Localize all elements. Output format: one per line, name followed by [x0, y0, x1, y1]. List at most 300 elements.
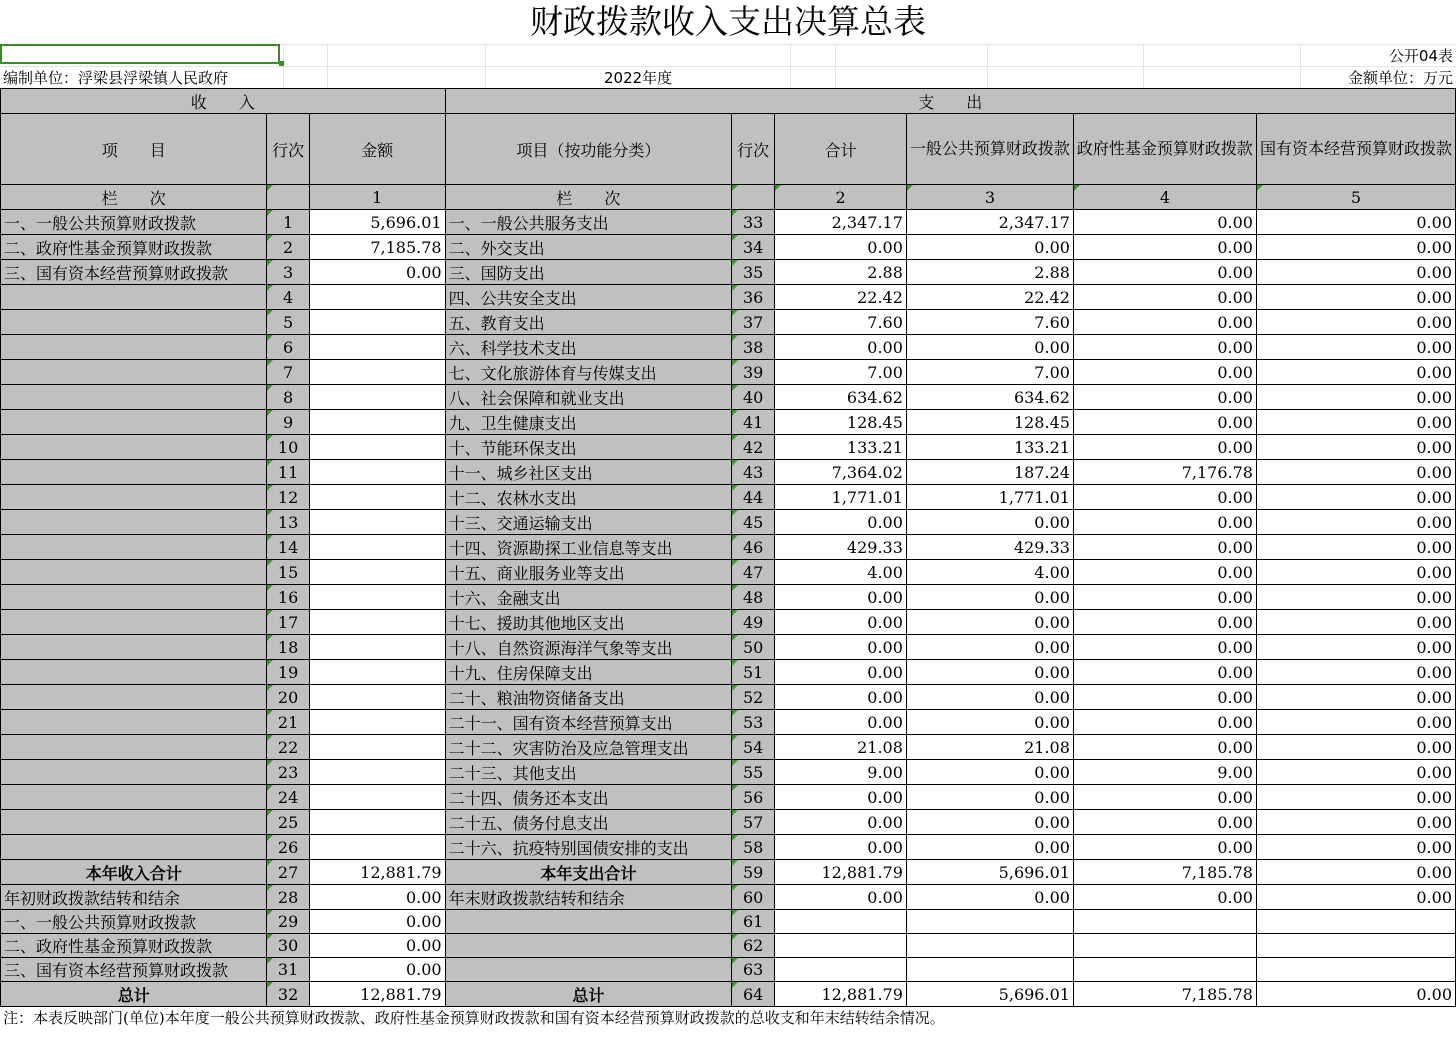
income-amount-cell[interactable]: 0.00: [309, 260, 445, 285]
general-amount-cell[interactable]: 0.00: [906, 885, 1073, 910]
amount-header[interactable]: 金额: [309, 114, 445, 185]
income-item-cell[interactable]: [1, 635, 267, 660]
income-item-cell[interactable]: [1, 510, 267, 535]
expense-item-cell[interactable]: 十六、金融支出: [445, 585, 732, 610]
state-capital-amount-cell[interactable]: 0.00: [1256, 485, 1455, 510]
income-row-no-cell[interactable]: 12: [267, 485, 309, 510]
ex-row-no-header[interactable]: 行次: [732, 114, 775, 185]
expense-row-no-cell[interactable]: 38: [732, 335, 775, 360]
income-row-no-cell[interactable]: 28: [267, 885, 309, 910]
general-amount-cell[interactable]: [906, 958, 1073, 982]
expense-row-no-cell[interactable]: 51: [732, 660, 775, 685]
total-amount-cell[interactable]: 0.00: [775, 585, 907, 610]
expense-item-cell[interactable]: 十四、资源勘探工业信息等支出: [445, 535, 732, 560]
general-amount-cell[interactable]: 1,771.01: [906, 485, 1073, 510]
expense-row-no-cell[interactable]: 36: [732, 285, 775, 310]
total-amount-cell[interactable]: 7.00: [775, 360, 907, 385]
total-amount-cell[interactable]: 128.45: [775, 410, 907, 435]
expense-item-cell[interactable]: [445, 934, 732, 958]
gov-fund-amount-cell[interactable]: 0.00: [1073, 360, 1256, 385]
general-header[interactable]: 一般公共预算财政拨款: [906, 114, 1073, 185]
state-capital-amount-cell[interactable]: [1256, 910, 1455, 934]
column-label-empty[interactable]: [732, 185, 775, 210]
income-item-cell[interactable]: [1, 460, 267, 485]
expense-item-cell[interactable]: 二十三、其他支出: [445, 760, 732, 785]
income-row-no-cell[interactable]: 22: [267, 735, 309, 760]
income-amount-cell[interactable]: [309, 560, 445, 585]
state-capital-amount-cell[interactable]: 0.00: [1256, 410, 1455, 435]
income-amount-cell[interactable]: [309, 460, 445, 485]
income-item-cell[interactable]: [1, 435, 267, 460]
expense-row-no-cell[interactable]: 42: [732, 435, 775, 460]
expense-row-no-cell[interactable]: 52: [732, 685, 775, 710]
expense-row-no-cell[interactable]: 48: [732, 585, 775, 610]
gov-fund-amount-cell[interactable]: 7,185.78: [1073, 860, 1256, 885]
income-row-no-cell[interactable]: 9: [267, 410, 309, 435]
expense-item-cell[interactable]: 十一、城乡社区支出: [445, 460, 732, 485]
state-capital-amount-cell[interactable]: 0.00: [1256, 710, 1455, 735]
expense-item-cell[interactable]: 二、外交支出: [445, 235, 732, 260]
state-capital-amount-cell[interactable]: 0.00: [1256, 735, 1455, 760]
expense-row-no-cell[interactable]: 35: [732, 260, 775, 285]
gov-fund-amount-cell[interactable]: 9.00: [1073, 760, 1256, 785]
gov-fund-amount-cell[interactable]: 0.00: [1073, 885, 1256, 910]
income-amount-cell[interactable]: [309, 785, 445, 810]
general-amount-cell[interactable]: 2.88: [906, 260, 1073, 285]
total-amount-cell[interactable]: 429.33: [775, 535, 907, 560]
general-amount-cell[interactable]: 0.00: [906, 335, 1073, 360]
expense-row-no-cell[interactable]: 40: [732, 385, 775, 410]
total-amount-cell[interactable]: 0.00: [775, 710, 907, 735]
general-amount-cell[interactable]: 7.60: [906, 310, 1073, 335]
income-amount-cell[interactable]: [309, 835, 445, 860]
general-amount-cell[interactable]: 128.45: [906, 410, 1073, 435]
expense-row-no-cell[interactable]: 39: [732, 360, 775, 385]
expense-item-cell[interactable]: 二十五、债务付息支出: [445, 810, 732, 835]
income-item-cell[interactable]: 三、国有资本经营预算财政拨款: [1, 260, 267, 285]
general-amount-cell[interactable]: 0.00: [906, 610, 1073, 635]
expense-item-cell[interactable]: 年末财政拨款结转和结余: [445, 885, 732, 910]
expense-item-cell[interactable]: 四、公共安全支出: [445, 285, 732, 310]
income-amount-cell[interactable]: [309, 685, 445, 710]
general-amount-cell[interactable]: 0.00: [906, 635, 1073, 660]
income-row-no-cell[interactable]: 23: [267, 760, 309, 785]
income-row-no-cell[interactable]: 31: [267, 958, 309, 982]
total-amount-cell[interactable]: 0.00: [775, 810, 907, 835]
income-row-no-cell[interactable]: 11: [267, 460, 309, 485]
general-amount-cell[interactable]: 0.00: [906, 760, 1073, 785]
income-amount-cell[interactable]: [309, 610, 445, 635]
income-amount-cell[interactable]: 0.00: [309, 885, 445, 910]
general-amount-cell[interactable]: 0.00: [906, 810, 1073, 835]
gov-fund-amount-cell[interactable]: 0.00: [1073, 710, 1256, 735]
income-item-cell[interactable]: 年初财政拨款结转和结余: [1, 885, 267, 910]
expense-item-cell[interactable]: 十九、住房保障支出: [445, 660, 732, 685]
gov-fund-amount-cell[interactable]: [1073, 934, 1256, 958]
total-amount-cell[interactable]: 4.00: [775, 560, 907, 585]
income-amount-cell[interactable]: 0.00: [309, 934, 445, 958]
state-capital-amount-cell[interactable]: 0.00: [1256, 460, 1455, 485]
expense-row-no-cell[interactable]: 50: [732, 635, 775, 660]
state-capital-amount-cell[interactable]: 0.00: [1256, 560, 1455, 585]
total-amount-cell[interactable]: 0.00: [775, 685, 907, 710]
state-capital-amount-cell[interactable]: 0.00: [1256, 635, 1455, 660]
income-item-cell[interactable]: [1, 335, 267, 360]
total-amount-cell[interactable]: 2.88: [775, 260, 907, 285]
item-header[interactable]: 项 目: [1, 114, 267, 185]
expense-row-no-cell[interactable]: 33: [732, 210, 775, 235]
income-row-no-cell[interactable]: 2: [267, 235, 309, 260]
gov-fund-amount-cell[interactable]: 0.00: [1073, 735, 1256, 760]
expense-item-cell[interactable]: 十二、农林水支出: [445, 485, 732, 510]
income-amount-cell[interactable]: [309, 310, 445, 335]
expense-header[interactable]: 支 出: [445, 89, 1455, 114]
income-item-cell[interactable]: 一、一般公共预算财政拨款: [1, 210, 267, 235]
state-capital-amount-cell[interactable]: 0.00: [1256, 235, 1455, 260]
income-row-no-cell[interactable]: 17: [267, 610, 309, 635]
gov-fund-amount-cell[interactable]: 0.00: [1073, 510, 1256, 535]
state-capital-amount-cell[interactable]: 0.00: [1256, 310, 1455, 335]
expense-row-no-cell[interactable]: 44: [732, 485, 775, 510]
income-row-no-cell[interactable]: 6: [267, 335, 309, 360]
state-capital-header[interactable]: 国有资本经营预算财政拨款: [1256, 114, 1455, 185]
income-item-cell[interactable]: [1, 735, 267, 760]
state-capital-amount-cell[interactable]: 0.00: [1256, 685, 1455, 710]
state-capital-amount-cell[interactable]: 0.00: [1256, 335, 1455, 360]
state-capital-amount-cell[interactable]: 0.00: [1256, 610, 1455, 635]
column-label-cell[interactable]: 栏 次: [445, 185, 732, 210]
expense-item-cell[interactable]: 一、一般公共服务支出: [445, 210, 732, 235]
income-item-cell[interactable]: [1, 560, 267, 585]
expense-item-cell[interactable]: 十三、交通运输支出: [445, 510, 732, 535]
income-item-cell[interactable]: 一、一般公共预算财政拨款: [1, 910, 267, 934]
gov-fund-amount-cell[interactable]: 0.00: [1073, 685, 1256, 710]
expense-row-no-cell[interactable]: 64: [732, 982, 775, 1007]
general-amount-cell[interactable]: 2,347.17: [906, 210, 1073, 235]
income-amount-cell[interactable]: [309, 435, 445, 460]
total-amount-cell[interactable]: 7,364.02: [775, 460, 907, 485]
income-row-no-cell[interactable]: 1: [267, 210, 309, 235]
income-amount-cell[interactable]: [309, 635, 445, 660]
state-capital-amount-cell[interactable]: 0.00: [1256, 785, 1455, 810]
expense-item-cell[interactable]: 八、社会保障和就业支出: [445, 385, 732, 410]
income-amount-cell[interactable]: 5,696.01: [309, 210, 445, 235]
income-row-no-cell[interactable]: 5: [267, 310, 309, 335]
total-amount-cell[interactable]: 9.00: [775, 760, 907, 785]
income-item-cell[interactable]: 二、政府性基金预算财政拨款: [1, 235, 267, 260]
expense-row-no-cell[interactable]: 62: [732, 934, 775, 958]
expense-row-no-cell[interactable]: 63: [732, 958, 775, 982]
income-amount-cell[interactable]: [309, 660, 445, 685]
state-capital-amount-cell[interactable]: 0.00: [1256, 260, 1455, 285]
total-amount-cell[interactable]: 21.08: [775, 735, 907, 760]
general-amount-cell[interactable]: 133.21: [906, 435, 1073, 460]
income-item-cell[interactable]: [1, 810, 267, 835]
expense-row-no-cell[interactable]: 49: [732, 610, 775, 635]
general-amount-cell[interactable]: 4.00: [906, 560, 1073, 585]
income-item-cell[interactable]: 总计: [1, 982, 267, 1007]
income-item-cell[interactable]: [1, 310, 267, 335]
income-amount-cell[interactable]: [309, 510, 445, 535]
income-amount-cell[interactable]: 0.00: [309, 958, 445, 982]
total-amount-cell[interactable]: 0.00: [775, 660, 907, 685]
total-amount-cell[interactable]: 133.21: [775, 435, 907, 460]
general-amount-cell[interactable]: 0.00: [906, 835, 1073, 860]
gov-fund-amount-cell[interactable]: 0.00: [1073, 260, 1256, 285]
general-amount-cell[interactable]: [906, 934, 1073, 958]
total-amount-cell[interactable]: [775, 910, 907, 934]
income-row-no-cell[interactable]: 4: [267, 285, 309, 310]
income-amount-cell[interactable]: 7,185.78: [309, 235, 445, 260]
gov-fund-amount-cell[interactable]: 7,176.78: [1073, 460, 1256, 485]
income-row-no-cell[interactable]: 8: [267, 385, 309, 410]
income-amount-cell[interactable]: [309, 810, 445, 835]
expense-item-cell[interactable]: 九、卫生健康支出: [445, 410, 732, 435]
income-row-no-cell[interactable]: 10: [267, 435, 309, 460]
income-amount-cell[interactable]: [309, 735, 445, 760]
column-label-cell[interactable]: 栏 次: [1, 185, 267, 210]
income-row-no-cell[interactable]: 7: [267, 360, 309, 385]
income-amount-cell[interactable]: [309, 585, 445, 610]
expense-row-no-cell[interactable]: 55: [732, 760, 775, 785]
income-item-cell[interactable]: 二、政府性基金预算财政拨款: [1, 934, 267, 958]
income-item-cell[interactable]: [1, 485, 267, 510]
expense-row-no-cell[interactable]: 60: [732, 885, 775, 910]
expense-row-no-cell[interactable]: 46: [732, 535, 775, 560]
income-amount-cell[interactable]: [309, 360, 445, 385]
general-amount-cell[interactable]: 22.42: [906, 285, 1073, 310]
expense-item-cell[interactable]: 七、文化旅游体育与传媒支出: [445, 360, 732, 385]
income-row-no-cell[interactable]: 18: [267, 635, 309, 660]
total-amount-cell[interactable]: 0.00: [775, 635, 907, 660]
gov-fund-amount-cell[interactable]: 0.00: [1073, 610, 1256, 635]
func-item-header[interactable]: 项目（按功能分类）: [445, 114, 732, 185]
general-amount-cell[interactable]: 187.24: [906, 460, 1073, 485]
total-amount-cell[interactable]: 0.00: [775, 335, 907, 360]
expense-row-no-cell[interactable]: 47: [732, 560, 775, 585]
state-capital-amount-cell[interactable]: [1256, 958, 1455, 982]
income-amount-cell[interactable]: 12,881.79: [309, 982, 445, 1007]
income-item-cell[interactable]: [1, 410, 267, 435]
state-capital-amount-cell[interactable]: 0.00: [1256, 360, 1455, 385]
income-amount-cell[interactable]: [309, 760, 445, 785]
gov-fund-amount-cell[interactable]: 0.00: [1073, 835, 1256, 860]
gov-fund-amount-cell[interactable]: 0.00: [1073, 310, 1256, 335]
income-row-no-cell[interactable]: 21: [267, 710, 309, 735]
expense-item-cell[interactable]: 二十一、国有资本经营预算支出: [445, 710, 732, 735]
expense-row-no-cell[interactable]: 41: [732, 410, 775, 435]
total-amount-cell[interactable]: 0.00: [775, 610, 907, 635]
income-amount-cell[interactable]: 0.00: [309, 910, 445, 934]
expense-item-cell[interactable]: 十八、自然资源海洋气象等支出: [445, 635, 732, 660]
income-amount-cell[interactable]: [309, 410, 445, 435]
gov-fund-amount-cell[interactable]: 0.00: [1073, 635, 1256, 660]
state-capital-amount-cell[interactable]: [1256, 934, 1455, 958]
expense-item-cell[interactable]: 总计: [445, 982, 732, 1007]
expense-item-cell[interactable]: 二十六、抗疫特别国债安排的支出: [445, 835, 732, 860]
expense-item-cell[interactable]: [445, 958, 732, 982]
income-item-cell[interactable]: [1, 360, 267, 385]
income-row-no-cell[interactable]: 24: [267, 785, 309, 810]
general-amount-cell[interactable]: 429.33: [906, 535, 1073, 560]
general-amount-cell[interactable]: 0.00: [906, 585, 1073, 610]
state-capital-amount-cell[interactable]: 0.00: [1256, 860, 1455, 885]
expense-row-no-cell[interactable]: 56: [732, 785, 775, 810]
general-amount-cell[interactable]: 0.00: [906, 710, 1073, 735]
income-item-cell[interactable]: [1, 760, 267, 785]
income-item-cell[interactable]: [1, 660, 267, 685]
gov-fund-amount-cell[interactable]: 0.00: [1073, 585, 1256, 610]
expense-item-cell[interactable]: 六、科学技术支出: [445, 335, 732, 360]
income-amount-cell[interactable]: [309, 710, 445, 735]
income-amount-cell[interactable]: [309, 385, 445, 410]
gov-fund-amount-cell[interactable]: 0.00: [1073, 660, 1256, 685]
total-amount-cell[interactable]: [775, 958, 907, 982]
income-item-cell[interactable]: [1, 685, 267, 710]
income-row-no-cell[interactable]: 14: [267, 535, 309, 560]
expense-item-cell[interactable]: 二十、粮油物资储备支出: [445, 685, 732, 710]
gov-fund-amount-cell[interactable]: [1073, 910, 1256, 934]
total-amount-cell[interactable]: [775, 934, 907, 958]
expense-row-no-cell[interactable]: 45: [732, 510, 775, 535]
state-capital-amount-cell[interactable]: 0.00: [1256, 435, 1455, 460]
col-num-1[interactable]: 1: [309, 185, 445, 210]
state-capital-amount-cell[interactable]: 0.00: [1256, 810, 1455, 835]
expense-item-cell[interactable]: 三、国防支出: [445, 260, 732, 285]
general-amount-cell[interactable]: 5,696.01: [906, 982, 1073, 1007]
income-row-no-cell[interactable]: 25: [267, 810, 309, 835]
expense-row-no-cell[interactable]: 59: [732, 860, 775, 885]
gov-fund-amount-cell[interactable]: 0.00: [1073, 435, 1256, 460]
total-amount-cell[interactable]: 0.00: [775, 835, 907, 860]
income-item-cell[interactable]: [1, 385, 267, 410]
total-amount-cell[interactable]: 0.00: [775, 235, 907, 260]
income-row-no-cell[interactable]: 29: [267, 910, 309, 934]
gov-fund-amount-cell[interactable]: 0.00: [1073, 485, 1256, 510]
income-row-no-cell[interactable]: 15: [267, 560, 309, 585]
state-capital-amount-cell[interactable]: 0.00: [1256, 585, 1455, 610]
expense-row-no-cell[interactable]: 37: [732, 310, 775, 335]
expense-item-cell[interactable]: [445, 910, 732, 934]
expense-row-no-cell[interactable]: 57: [732, 810, 775, 835]
total-amount-cell[interactable]: 2,347.17: [775, 210, 907, 235]
fill-handle[interactable]: [279, 61, 284, 66]
state-capital-amount-cell[interactable]: 0.00: [1256, 982, 1455, 1007]
income-item-cell[interactable]: [1, 610, 267, 635]
income-header[interactable]: 收 入: [1, 89, 446, 114]
general-amount-cell[interactable]: 0.00: [906, 235, 1073, 260]
gov-fund-amount-cell[interactable]: 0.00: [1073, 810, 1256, 835]
state-capital-amount-cell[interactable]: 0.00: [1256, 210, 1455, 235]
total-amount-cell[interactable]: 634.62: [775, 385, 907, 410]
expense-row-no-cell[interactable]: 54: [732, 735, 775, 760]
income-item-cell[interactable]: [1, 710, 267, 735]
general-amount-cell[interactable]: 5,696.01: [906, 860, 1073, 885]
gov-fund-amount-cell[interactable]: 0.00: [1073, 785, 1256, 810]
general-amount-cell[interactable]: [906, 910, 1073, 934]
state-capital-amount-cell[interactable]: 0.00: [1256, 385, 1455, 410]
state-capital-amount-cell[interactable]: 0.00: [1256, 885, 1455, 910]
general-amount-cell[interactable]: 0.00: [906, 685, 1073, 710]
expense-item-cell[interactable]: 十七、援助其他地区支出: [445, 610, 732, 635]
income-item-cell[interactable]: [1, 585, 267, 610]
general-amount-cell[interactable]: 21.08: [906, 735, 1073, 760]
total-amount-cell[interactable]: 1,771.01: [775, 485, 907, 510]
expense-item-cell[interactable]: 本年支出合计: [445, 860, 732, 885]
general-amount-cell[interactable]: 0.00: [906, 785, 1073, 810]
income-amount-cell[interactable]: [309, 535, 445, 560]
gov-fund-amount-cell[interactable]: 0.00: [1073, 210, 1256, 235]
expense-row-no-cell[interactable]: 34: [732, 235, 775, 260]
gov-fund-header[interactable]: 政府性基金预算财政拨款: [1073, 114, 1256, 185]
selected-cell[interactable]: [0, 44, 280, 64]
total-amount-cell[interactable]: 12,881.79: [775, 982, 907, 1007]
income-row-no-cell[interactable]: 26: [267, 835, 309, 860]
income-amount-cell[interactable]: 12,881.79: [309, 860, 445, 885]
total-amount-cell[interactable]: 12,881.79: [775, 860, 907, 885]
income-row-no-cell[interactable]: 27: [267, 860, 309, 885]
state-capital-amount-cell[interactable]: 0.00: [1256, 285, 1455, 310]
general-amount-cell[interactable]: 7.00: [906, 360, 1073, 385]
income-item-cell[interactable]: [1, 535, 267, 560]
gov-fund-amount-cell[interactable]: [1073, 958, 1256, 982]
total-header[interactable]: 合计: [775, 114, 907, 185]
general-amount-cell[interactable]: 634.62: [906, 385, 1073, 410]
expense-item-cell[interactable]: 二十四、债务还本支出: [445, 785, 732, 810]
expense-item-cell[interactable]: 十、节能环保支出: [445, 435, 732, 460]
state-capital-amount-cell[interactable]: 0.00: [1256, 660, 1455, 685]
gov-fund-amount-cell[interactable]: 0.00: [1073, 285, 1256, 310]
gov-fund-amount-cell[interactable]: 7,185.78: [1073, 982, 1256, 1007]
income-amount-cell[interactable]: [309, 335, 445, 360]
income-row-no-cell[interactable]: 30: [267, 934, 309, 958]
col-num-5[interactable]: 5: [1256, 185, 1455, 210]
income-amount-cell[interactable]: [309, 485, 445, 510]
total-amount-cell[interactable]: 0.00: [775, 785, 907, 810]
expense-row-no-cell[interactable]: 43: [732, 460, 775, 485]
general-amount-cell[interactable]: 0.00: [906, 510, 1073, 535]
state-capital-amount-cell[interactable]: 0.00: [1256, 510, 1455, 535]
income-row-no-cell[interactable]: 16: [267, 585, 309, 610]
income-row-no-cell[interactable]: 19: [267, 660, 309, 685]
gov-fund-amount-cell[interactable]: 0.00: [1073, 535, 1256, 560]
income-row-no-cell[interactable]: 20: [267, 685, 309, 710]
state-capital-amount-cell[interactable]: 0.00: [1256, 835, 1455, 860]
total-amount-cell[interactable]: 0.00: [775, 885, 907, 910]
expense-item-cell[interactable]: 二十二、灾害防治及应急管理支出: [445, 735, 732, 760]
income-item-cell[interactable]: [1, 835, 267, 860]
income-amount-cell[interactable]: [309, 285, 445, 310]
column-label-empty[interactable]: [267, 185, 309, 210]
expense-item-cell[interactable]: 十五、商业服务业等支出: [445, 560, 732, 585]
state-capital-amount-cell[interactable]: 0.00: [1256, 535, 1455, 560]
expense-row-no-cell[interactable]: 53: [732, 710, 775, 735]
col-num-3[interactable]: 3: [906, 185, 1073, 210]
col-num-4[interactable]: 4: [1073, 185, 1256, 210]
state-capital-amount-cell[interactable]: 0.00: [1256, 760, 1455, 785]
income-item-cell[interactable]: 三、国有资本经营预算财政拨款: [1, 958, 267, 982]
income-row-no-cell[interactable]: 13: [267, 510, 309, 535]
income-item-cell[interactable]: [1, 785, 267, 810]
gov-fund-amount-cell[interactable]: 0.00: [1073, 560, 1256, 585]
expense-item-cell[interactable]: 五、教育支出: [445, 310, 732, 335]
total-amount-cell[interactable]: 22.42: [775, 285, 907, 310]
general-amount-cell[interactable]: 0.00: [906, 660, 1073, 685]
row-no-header[interactable]: 行次: [267, 114, 309, 185]
expense-row-no-cell[interactable]: 61: [732, 910, 775, 934]
total-amount-cell[interactable]: 7.60: [775, 310, 907, 335]
gov-fund-amount-cell[interactable]: 0.00: [1073, 385, 1256, 410]
